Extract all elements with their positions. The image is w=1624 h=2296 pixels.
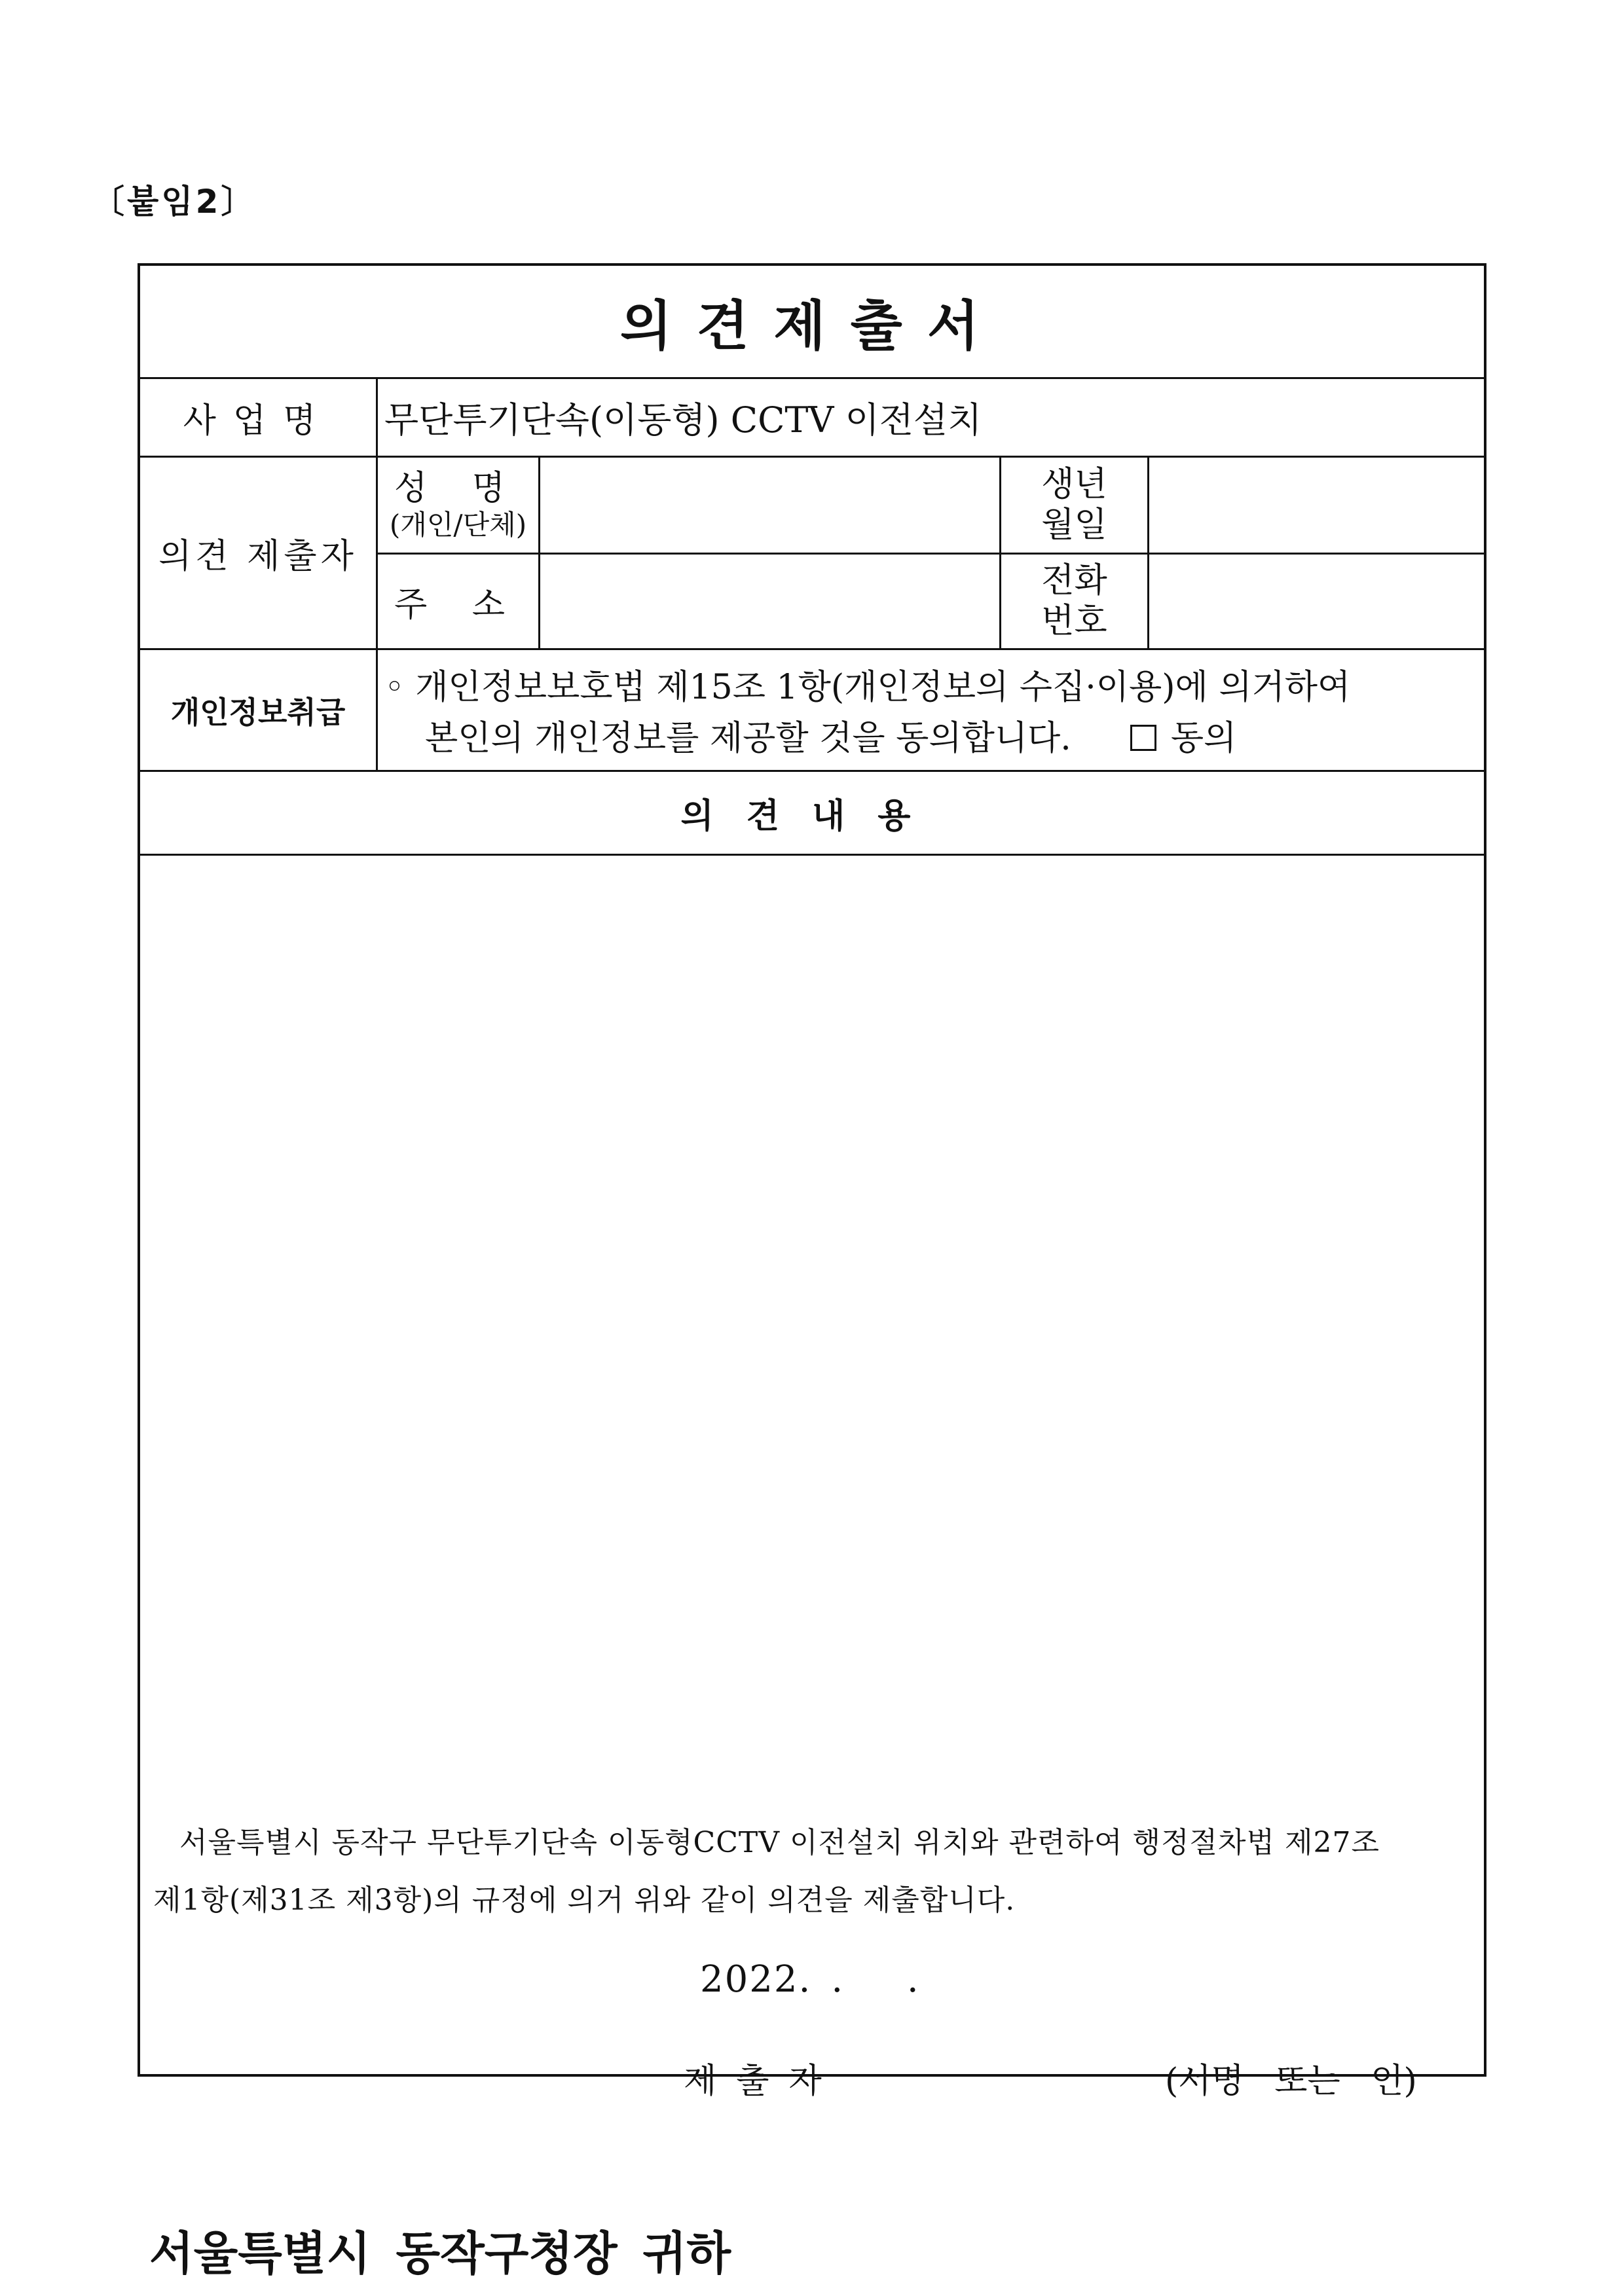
privacy-label: 개인정보취급 bbox=[170, 694, 346, 730]
phone-label bbox=[1001, 555, 1147, 648]
privacy-consent-text bbox=[378, 650, 1484, 770]
birth-label bbox=[1001, 458, 1147, 553]
form-title: 의견제출서 bbox=[619, 295, 1005, 357]
consent-checkbox[interactable] bbox=[1130, 725, 1156, 751]
birth-label-top: 생년 bbox=[1041, 465, 1107, 505]
address-field[interactable] bbox=[540, 555, 999, 648]
phone-label-bottom: 번호 bbox=[1041, 601, 1107, 641]
privacy-line-2: 본인의 개인정보를 제공할 것을 동의합니다. bbox=[425, 719, 1071, 758]
phone-field[interactable] bbox=[1149, 555, 1484, 648]
statement-line-2: 제1항(제31조 제3항)의 규정에 의거 위와 같이 의견을 제출합니다. bbox=[153, 1884, 1016, 1917]
date-year: 2022. bbox=[700, 1958, 812, 2001]
birth-date-field[interactable] bbox=[1149, 458, 1484, 553]
recipient-line: 서울특별시 동작구청장 귀하 bbox=[149, 2227, 731, 2280]
name-label-sub: (개인/단체) bbox=[389, 509, 527, 541]
submitter-sign-label: 제출자 bbox=[684, 2062, 841, 2101]
opinion-content-field[interactable] bbox=[140, 856, 1484, 1798]
name-label bbox=[378, 458, 538, 553]
statement-line-1: 서울특별시 동작구 무단투기단속 이동형CCTV 이전설치 위치와 관련하여 행정절차법 제27조 bbox=[179, 1826, 1380, 1859]
attachment-label: 〔붙임2〕 bbox=[92, 183, 257, 221]
business-name-value: 무단투기단속(이동형) CCTV 이전설치 bbox=[384, 399, 982, 441]
submitter-label: 의견 제출자 bbox=[158, 537, 358, 576]
opinion-content-header: 의견내용 bbox=[680, 797, 944, 836]
privacy-line-2-row bbox=[384, 713, 1236, 764]
sign-or-seal-field[interactable]: (서명 또는 인) bbox=[1165, 2062, 1417, 2101]
phone-label-top: 전화 bbox=[1041, 561, 1107, 601]
date-placeholder-dots: . . bbox=[831, 1958, 945, 2001]
opinion-submission-form bbox=[138, 263, 1486, 2280]
business-name-label: 사업명 bbox=[183, 401, 333, 441]
birth-label-bottom: 월일 bbox=[1041, 505, 1107, 545]
consent-label: 동의 bbox=[1170, 719, 1237, 758]
name-label-text: 성 명 bbox=[394, 469, 522, 509]
address-label: 주 소 bbox=[394, 585, 522, 625]
submission-date[interactable] bbox=[700, 1958, 945, 2001]
name-field[interactable] bbox=[540, 458, 999, 553]
privacy-line-1: ◦ 개인정보보호법 제15조 1항(개인정보의 수집·이용)에 의거하여 bbox=[384, 668, 1351, 707]
submission-statement bbox=[153, 1814, 1469, 1929]
